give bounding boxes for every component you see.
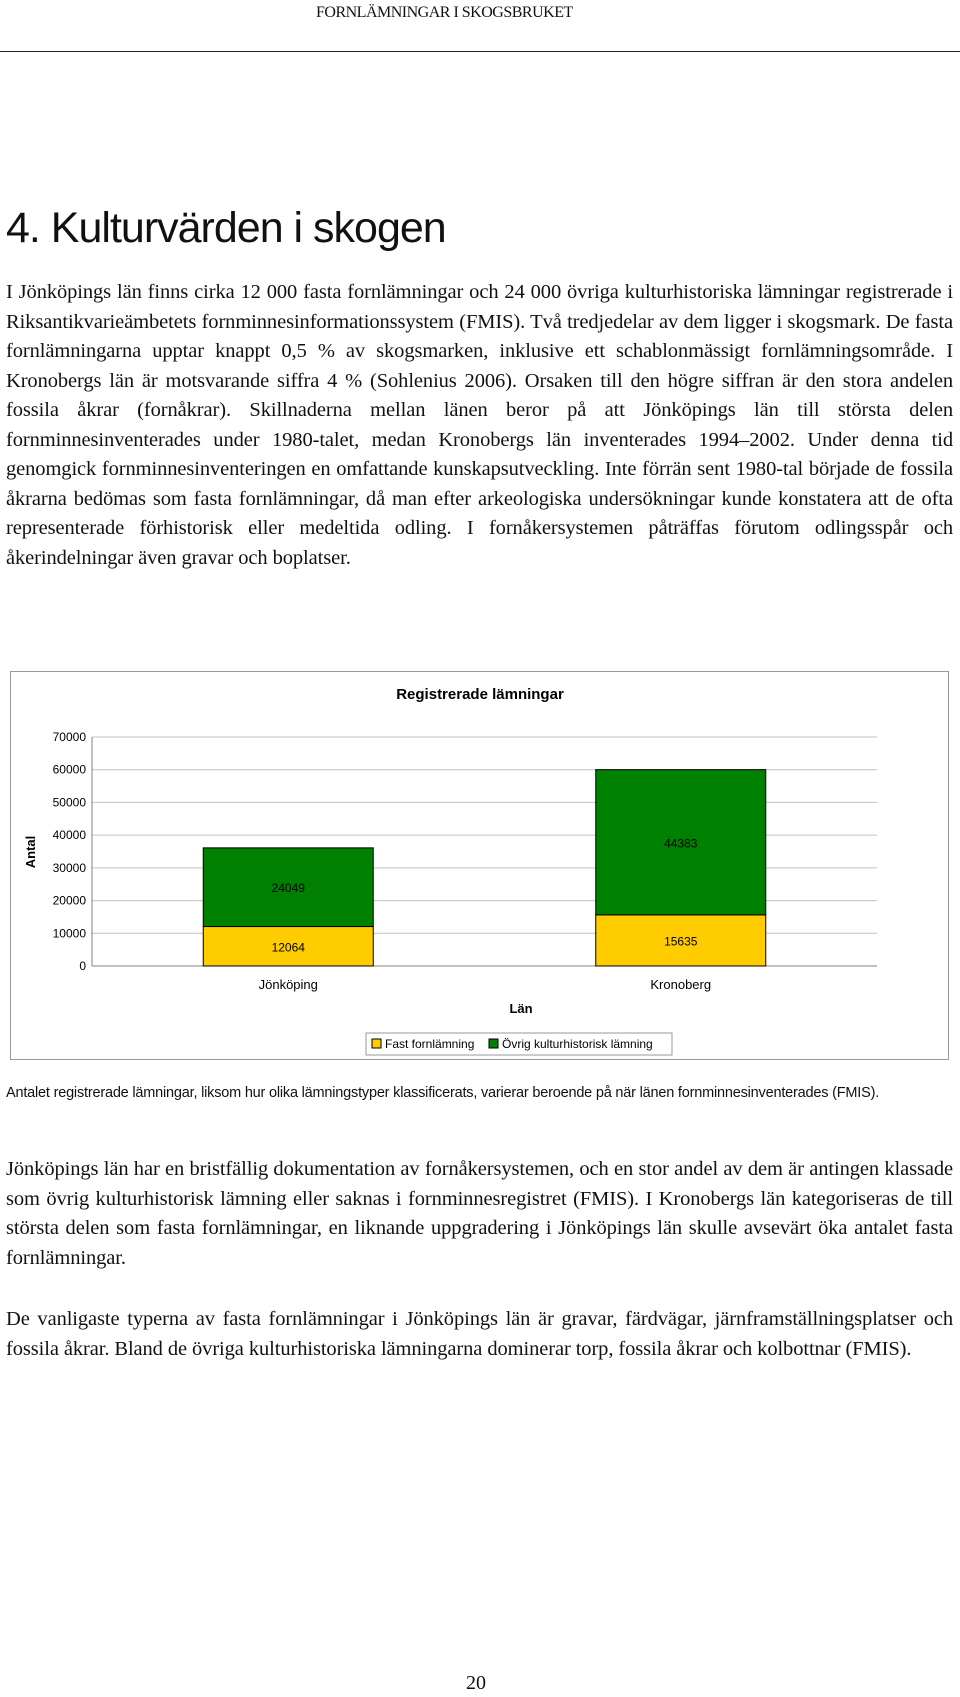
running-title: FORNLÄMNINGAR I SKOGSBRUKET xyxy=(316,4,573,21)
chart-svg xyxy=(11,672,950,1061)
data-label: 44383 xyxy=(664,836,698,851)
paragraph-2: Jönköpings län har en bristfällig dokumentation av fornåkersystemen, och en stor andel av dem är antingen klassade som övrig kulturhistorisk lämning eller saknas i fornminnesregistret (FMIS). I Kronobergs län kategoriseras de till största delen som fasta fornlämningar, en liknande uppgradering i Jönköpings län skulle avsevärt öka antalet fasta fornlämningar. xyxy=(6,1158,953,1269)
y-tick-label: 0 xyxy=(79,959,86,973)
y-axis-label: Antal xyxy=(23,835,38,869)
y-tick-label: 30000 xyxy=(52,860,86,875)
y-tick-label: 40000 xyxy=(52,828,86,843)
bar-chart xyxy=(10,671,949,1060)
legend-swatch xyxy=(489,1039,498,1048)
data-label: 15635 xyxy=(664,934,698,949)
data-label: 24049 xyxy=(271,881,305,896)
x-tick-label: Jönköping xyxy=(258,977,318,992)
legend-swatch xyxy=(372,1039,381,1048)
x-axis-label: Län xyxy=(509,1001,533,1016)
page-number: 20 xyxy=(466,1672,486,1694)
legend-label: Fast fornlämning xyxy=(385,1037,475,1051)
running-header xyxy=(0,0,960,52)
section-title: 4. Kulturvärden i skogen xyxy=(6,204,446,252)
data-label: 12064 xyxy=(271,940,305,955)
y-tick-label: 50000 xyxy=(52,795,86,810)
legend-label: Övrig kulturhistorisk lämning xyxy=(502,1037,653,1051)
paragraph-3: De vanligaste typerna av fasta fornlämningar i Jönköpings län är gravar, färdvägar, järnframställningsplatser och fossila åkrar. Bland de övriga kulturhistoriska lämningarna dominerar torp, fossila åkrar och kolbottnar (FMIS). xyxy=(6,1308,953,1360)
y-tick-label: 20000 xyxy=(52,893,86,908)
y-tick-label: 10000 xyxy=(52,926,86,941)
y-tick-label: 70000 xyxy=(52,730,86,744)
chart-title: Registrerade lämningar xyxy=(396,686,564,703)
figure-caption: Antalet registrerade lämningar, liksom hur olika lämningstyper klassificerats, varierar beroende på när länen fornminnesinventerades (FMIS). xyxy=(6,1085,880,1101)
paragraph-1: I Jönköpings län finns cirka 12 000 fasta fornlämningar och 24 000 övriga kulturhistoriska lämningar registrerade i Riksantikvarieämbetets fornminnesinformationssystem (FMIS). Två tredjedelar av dem ligger i skogsmark. De fasta fornlämningarna upptar knappt 0,5 % av skogsmarken, inklusive ett schablonmässigt fornlämningsområde. I Kronobergs län är motsvarande siffra 4 % (Sohlenius 2006). Orsaken till den högre siffran är den stora andelen fossila åkrar (fornåkrar). Skillnaderna mellan länen beror på att Jönköpings län till största delen fornminnesinventerades under 1980-talet, medan Kronobergs län inventerades 1994–2002. Under denna tid genomgick fornminnesinventeringen en omfattande kunskapsutveckling. Inte förrän sent 1980-tal började de fossila åkrarna bedömas som fasta fornlämningar, då man efter arkeologiska undersökningar kunde konstatera att de ofta representerade förhistorisk eller medeltida odling. I fornåkersystemen påträffas förutom odlingsspår och åkerindelningar även gravar och boplatser. xyxy=(6,281,953,569)
y-tick-label: 60000 xyxy=(52,762,86,777)
x-tick-label: Kronoberg xyxy=(650,977,712,992)
